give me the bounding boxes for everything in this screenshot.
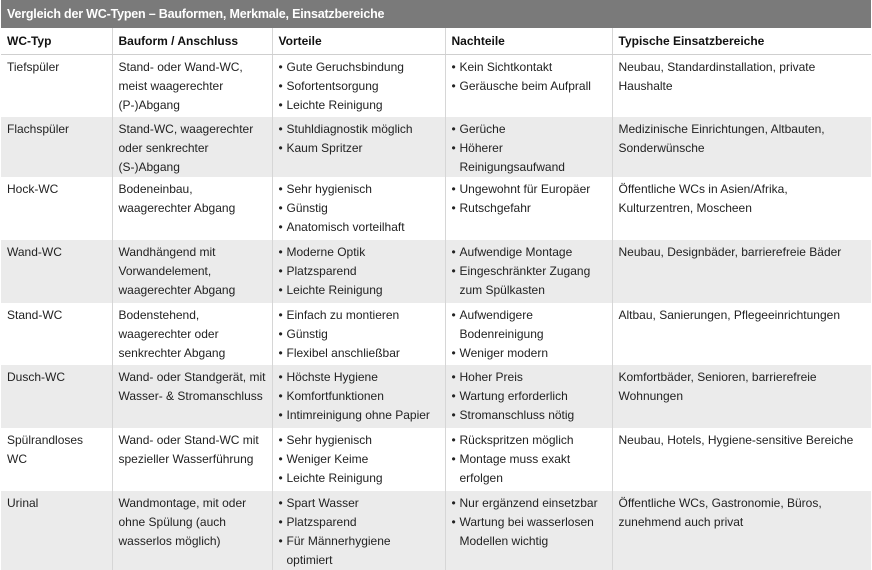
list-item: • Komfortfunktionen bbox=[279, 387, 439, 406]
list-item: • Aufwendigere Bodenreinigung bbox=[452, 306, 606, 344]
list-item: • Platzsparend bbox=[279, 262, 439, 281]
table-row bbox=[1, 55, 871, 117]
table-row bbox=[1, 491, 871, 570]
column-header-bauform: Bauform / Anschluss bbox=[112, 28, 272, 55]
column-header-vorteile: Vorteile bbox=[272, 28, 445, 55]
vorteile-list bbox=[279, 58, 439, 115]
list-item: • Wartung bei wasserlosen Modellen wichtig bbox=[452, 513, 606, 551]
cell-einsatz: Öffentliche WCs in Asien/Afrika, Kulturzentren, Moscheen bbox=[612, 177, 871, 240]
cell-einsatz: Neubau, Designbäder, barrierefreie Bäder bbox=[612, 240, 871, 303]
list-item: • Kein Sichtkontakt bbox=[452, 58, 606, 77]
list-item: • Montage muss exakt erfolgen bbox=[452, 450, 606, 488]
cell-bauform: Wandmontage, mit oder ohne Spülung (auch wasserlos möglich) bbox=[112, 491, 272, 570]
cell-einsatz: Komfortbäder, Senioren, barrierefreie Wohnungen bbox=[612, 365, 871, 428]
list-item: • Günstig bbox=[279, 199, 439, 218]
cell-wc-type: Stand-WC bbox=[1, 303, 112, 365]
nachteile-list bbox=[452, 120, 606, 177]
nachteile-list bbox=[452, 306, 606, 363]
column-header-nachteile: Nachteile bbox=[445, 28, 612, 55]
table-row bbox=[1, 303, 871, 365]
cell-nachteile bbox=[445, 240, 612, 303]
cell-bauform: Stand- oder Wand-WC, meist waagerechter (P-)Abgang bbox=[112, 55, 272, 117]
vorteile-list bbox=[279, 120, 439, 158]
list-item: • Sofortentsorgung bbox=[279, 77, 439, 96]
comparison-table bbox=[1, 28, 871, 570]
cell-einsatz: Neubau, Standardinstallation, private Haushalte bbox=[612, 55, 871, 117]
list-item: • Leichte Reinigung bbox=[279, 469, 439, 488]
cell-nachteile bbox=[445, 55, 612, 117]
cell-vorteile bbox=[272, 117, 445, 177]
comparison-table-container bbox=[1, 0, 871, 570]
table-row bbox=[1, 428, 871, 491]
cell-bauform: Wand- oder Stand-WC mit spezieller Wasserführung bbox=[112, 428, 272, 491]
vorteile-list bbox=[279, 494, 439, 570]
cell-einsatz: Altbau, Sanierungen, Pflegeeinrichtungen bbox=[612, 303, 871, 365]
list-item: • Nur ergänzend einsetzbar bbox=[452, 494, 606, 513]
list-item: • Rutschgefahr bbox=[452, 199, 606, 218]
cell-vorteile bbox=[272, 365, 445, 428]
cell-vorteile bbox=[272, 303, 445, 365]
nachteile-list bbox=[452, 243, 606, 300]
table-row bbox=[1, 117, 871, 177]
vorteile-list bbox=[279, 431, 439, 488]
nachteile-list bbox=[452, 368, 606, 425]
vorteile-list bbox=[279, 243, 439, 300]
list-item: • Gute Geruchsbindung bbox=[279, 58, 439, 77]
cell-nachteile bbox=[445, 303, 612, 365]
nachteile-list bbox=[452, 180, 606, 218]
header-row bbox=[1, 28, 871, 55]
table-row bbox=[1, 240, 871, 303]
column-header-einsatz: Typische Einsatzbereiche bbox=[612, 28, 871, 55]
cell-nachteile bbox=[445, 365, 612, 428]
list-item: • Weniger modern bbox=[452, 344, 606, 363]
list-item: • Stuhldiagnostik möglich bbox=[279, 120, 439, 139]
cell-bauform: Wandhängend mit Vorwandelement, waagerechter Abgang bbox=[112, 240, 272, 303]
list-item: • Aufwendige Montage bbox=[452, 243, 606, 262]
cell-wc-type: Hock-WC bbox=[1, 177, 112, 240]
cell-einsatz: Neubau, Hotels, Hygiene-sensitive Bereiche bbox=[612, 428, 871, 491]
list-item: • Anatomisch vorteilhaft bbox=[279, 218, 439, 237]
cell-vorteile bbox=[272, 491, 445, 570]
list-item: • Moderne Optik bbox=[279, 243, 439, 262]
cell-wc-type: Wand-WC bbox=[1, 240, 112, 303]
vorteile-list bbox=[279, 180, 439, 237]
cell-vorteile bbox=[272, 177, 445, 240]
list-item: • Günstig bbox=[279, 325, 439, 344]
column-header-type: WC-Typ bbox=[1, 28, 112, 55]
cell-bauform: Stand-WC, waagerechter oder senkrechter (S-)Abgang bbox=[112, 117, 272, 177]
cell-nachteile bbox=[445, 177, 612, 240]
list-item: • Wartung erforderlich bbox=[452, 387, 606, 406]
nachteile-list bbox=[452, 58, 606, 96]
cell-bauform: Bodenstehend, waagerechter oder senkrechter Abgang bbox=[112, 303, 272, 365]
list-item: • Rückspritzen möglich bbox=[452, 431, 606, 450]
cell-nachteile bbox=[445, 117, 612, 177]
list-item: • Hoher Preis bbox=[452, 368, 606, 387]
list-item: • Weniger Keime bbox=[279, 450, 439, 469]
list-item: • Gerüche bbox=[452, 120, 606, 139]
list-item: • Höherer Reinigungsaufwand bbox=[452, 139, 606, 177]
cell-wc-type: Tiefspüler bbox=[1, 55, 112, 117]
list-item: • Eingeschränkter Zugang zum Spülkasten bbox=[452, 262, 606, 300]
list-item: • Geräusche beim Aufprall bbox=[452, 77, 606, 96]
cell-wc-type: Urinal bbox=[1, 491, 112, 570]
nachteile-list bbox=[452, 431, 606, 488]
table-caption: Vergleich der WC-Typen – Bauformen, Merkmale, Einsatzbereiche bbox=[1, 0, 871, 28]
nachteile-list bbox=[452, 494, 606, 551]
cell-vorteile bbox=[272, 55, 445, 117]
list-item: • Ungewohnt für Europäer bbox=[452, 180, 606, 199]
cell-nachteile bbox=[445, 428, 612, 491]
cell-bauform: Bodeneinbau, waagerechter Abgang bbox=[112, 177, 272, 240]
list-item: • Sehr hygienisch bbox=[279, 431, 439, 450]
cell-vorteile bbox=[272, 428, 445, 491]
list-item: • Kaum Spritzer bbox=[279, 139, 439, 158]
cell-nachteile bbox=[445, 491, 612, 570]
cell-wc-type: Flachspüler bbox=[1, 117, 112, 177]
list-item: • Intimreinigung ohne Papier bbox=[279, 406, 439, 425]
list-item: • Für Männerhygiene optimiert bbox=[279, 532, 439, 570]
list-item: • Stromanschluss nötig bbox=[452, 406, 606, 425]
list-item: • Spart Wasser bbox=[279, 494, 439, 513]
vorteile-list bbox=[279, 306, 439, 363]
table-row bbox=[1, 177, 871, 240]
list-item: • Flexibel anschließbar bbox=[279, 344, 439, 363]
cell-wc-type: Dusch-WC bbox=[1, 365, 112, 428]
list-item: • Leichte Reinigung bbox=[279, 281, 439, 300]
cell-vorteile bbox=[272, 240, 445, 303]
list-item: • Platzsparend bbox=[279, 513, 439, 532]
table-row bbox=[1, 365, 871, 428]
table-body bbox=[1, 55, 871, 570]
cell-einsatz: Medizinische Einrichtungen, Altbauten, Sonderwünsche bbox=[612, 117, 871, 177]
list-item: • Höchste Hygiene bbox=[279, 368, 439, 387]
cell-wc-type: Spülrandloses WC bbox=[1, 428, 112, 491]
list-item: • Leichte Reinigung bbox=[279, 96, 439, 115]
list-item: • Sehr hygienisch bbox=[279, 180, 439, 199]
cell-bauform: Wand- oder Standgerät, mit Wasser- & Stromanschluss bbox=[112, 365, 272, 428]
cell-einsatz: Öffentliche WCs, Gastronomie, Büros, zunehmend auch privat bbox=[612, 491, 871, 570]
list-item: • Einfach zu montieren bbox=[279, 306, 439, 325]
vorteile-list bbox=[279, 368, 439, 425]
